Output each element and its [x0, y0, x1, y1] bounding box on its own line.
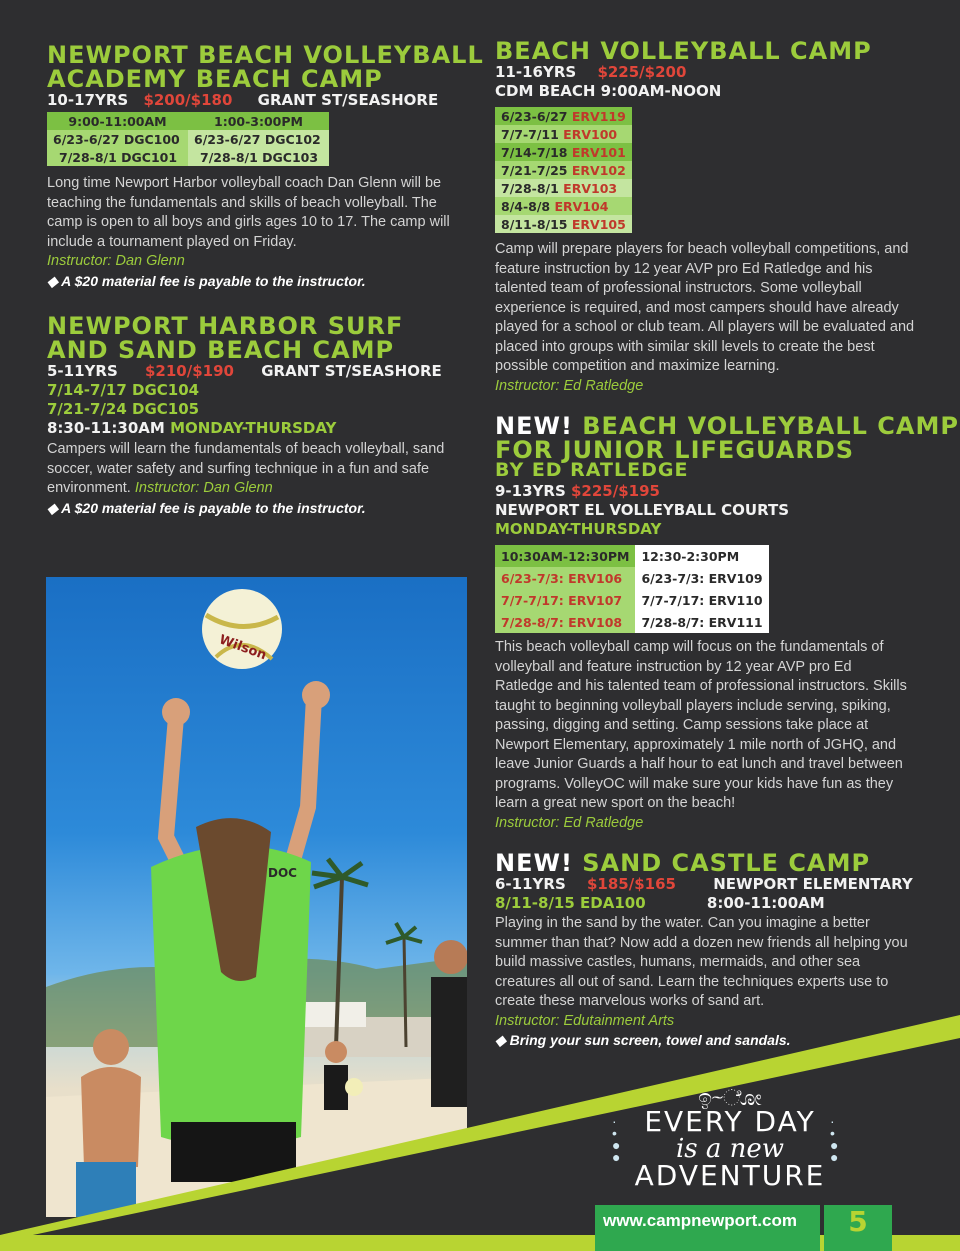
- camp5-new-label: NEW!: [495, 849, 573, 877]
- camp2-session2: 7/21-7/24 DGC105: [47, 400, 200, 418]
- camp3-session-cell: [495, 107, 632, 125]
- camp4-schedule-cell: 7/7-7/17: ERV107: [495, 589, 635, 611]
- camp1-title: [47, 43, 484, 91]
- flourish-icon: ඉ⁓ೋ: [698, 1085, 762, 1110]
- camp2-instructor: Instructor: Dan Glenn: [134, 480, 273, 496]
- camp5-time: 8:00-11:00AM: [706, 894, 825, 912]
- camp5-title-text: SAND CASTLE CAMP: [582, 849, 871, 877]
- camp1-schedule-cell: 7/28-8/1 DGC103: [188, 148, 329, 166]
- camp1-schedule-header: 1:00-3:00PM: [188, 112, 329, 130]
- slogan-line1: EVERY DAY: [644, 1105, 816, 1138]
- camp5-note: Bring your sun screen, towel and sandals.: [509, 1032, 791, 1048]
- camp4-schedule-cell: 6/23-7/3: ERV109: [635, 567, 768, 589]
- camp5-price: $185/$165: [587, 875, 676, 893]
- website-link[interactable]: www.campnewport.com: [603, 1211, 797, 1230]
- camp2-meta: [47, 362, 442, 438]
- camp3-session-dates: 6/23-6/27: [501, 108, 568, 124]
- camp1-location: GRANT ST/SEASHORE: [257, 91, 439, 109]
- camp3-session-cell: [495, 161, 632, 179]
- camp5-instructor: Instructor: Edutainment Arts: [495, 1012, 675, 1029]
- camp3-meta: [495, 63, 721, 101]
- camp2-description-block: [47, 440, 461, 518]
- diamond-bullet-icon: ◆: [47, 272, 58, 289]
- camp4-price: $225/$195: [571, 482, 660, 500]
- camp1-price: $200/$180: [143, 91, 233, 109]
- camp1-instructor: Instructor: Dan Glenn: [47, 253, 185, 269]
- camp3-session-code: ERV101: [571, 144, 626, 160]
- camp3-session-cell: [495, 125, 632, 143]
- camp4-location: NEWPORT EL VOLLEYBALL COURTS: [495, 501, 790, 519]
- camp3-description: Camp will prepare players for beach volleyball competitions, and feature instruction by 12 year AVP pro Ed Ratledge and his talented team of professional instructors. Some volleyball experience is required, and most campers should have already played for a school or club team. All players will be evaluated and placed into groups with similar skill levels to create the best possible competition and maximize learning.: [495, 241, 915, 374]
- camp4-title: [495, 414, 959, 462]
- camp1-description-block: [47, 174, 459, 291]
- camp4-days: MONDAY-THURSDAY: [495, 520, 662, 538]
- camp4-description: This beach volleyball camp will focus on the fundamentals of volleyball and feature instruction by 12 year AVP pro Ed Ratledge and his talented team of professional instructors. Skills taught to beginning volleyball players include serving, spiking, passing, digging and setting. Camp sessions take place at Newport Elementary, approximately 1 mile north of JGHQ, and leave Junior Guards a half hour to eat lunch and travel between programs. VolleyOC will make sure your kids have fun as they learn a great new sport on the beach!: [495, 639, 907, 811]
- camp1-title-line1: NEWPORT BEACH VOLLEYBALL: [47, 41, 484, 69]
- camp5-meta: [495, 875, 913, 913]
- camp1-schedule-cell: 6/23-6/27 DGC102: [188, 130, 329, 148]
- camp1-ages: 10-17YRS: [47, 91, 129, 109]
- camp4-schedule-cell: 7/28-8/7: ERV108: [495, 611, 635, 633]
- camp3-sessions-table: [495, 107, 632, 233]
- camp3-session-cell: [495, 215, 632, 233]
- camp4-byline: BY ED RATLEDGE: [495, 459, 689, 481]
- camp1-schedule-header: 9:00-11:00AM: [47, 112, 188, 130]
- camp5-title: [495, 851, 870, 875]
- camp1-schedule-table: [47, 112, 329, 166]
- camp5-location: NEWPORT ELEMENTARY: [713, 875, 913, 893]
- diamond-bullet-icon: ◆: [47, 499, 58, 516]
- camp2-session1: 7/14-7/17 DGC104: [47, 381, 200, 399]
- camp3-session-code: ERV119: [571, 108, 626, 124]
- camp3-session-code: ERV105: [571, 216, 626, 232]
- camp5-description: Playing in the sand by the water. Can you imagine a better summer than that? Now add a dozen new friends all helping you build massive castles, humans, mermaids, and other sea creatures all out of sand. Learn the techniques experts use to create these marvelous works of sand art.: [495, 915, 908, 1009]
- camp2-note: A $20 material fee is payable to the instructor.: [61, 499, 366, 516]
- camp3-session-cell: [495, 197, 632, 215]
- slogan-line2: is a new: [675, 1134, 785, 1164]
- camp3-price: $225/$200: [597, 63, 687, 81]
- ball-brand-label: Wilson: [217, 632, 269, 664]
- camp2-title-line2: AND SAND BEACH CAMP: [47, 336, 395, 364]
- camp1-title-line2: ACADEMY BEACH CAMP: [47, 65, 383, 93]
- camp3-session-dates: 7/14-7/18: [501, 144, 568, 160]
- camp3-session-code: ERV100: [563, 126, 618, 142]
- camp4-schedule-table: [495, 545, 769, 633]
- diamond-bullet-icon: ◆: [495, 1032, 506, 1048]
- bubbles-right-icon: · • ● ●: [830, 1113, 839, 1165]
- bubbles-left-icon: · • ● ●: [612, 1113, 621, 1165]
- camp3-instructor: Instructor: Ed Ratledge: [495, 377, 644, 394]
- camp2-price: $210/$190: [145, 362, 234, 380]
- camp2-description: Campers will learn the fundamentals of beach volleyball, sand soccer, water safety and surfing technique in a fun and safe environment.: [47, 441, 445, 496]
- camp2-title-line1: NEWPORT HARBOR SURF: [47, 312, 404, 340]
- camp2-location: GRANT ST/SEASHORE: [261, 362, 442, 380]
- camp4-new-label: NEW!: [495, 412, 573, 440]
- camp3-ages: 11-16YRS: [495, 63, 577, 81]
- shirt-text: DOC: [268, 866, 297, 880]
- camp5-ages: 6-11YRS: [495, 875, 566, 893]
- camp1-schedule-cell: 6/23-6/27 DGC100: [47, 130, 188, 148]
- camp2-ages: 5-11YRS: [47, 362, 118, 380]
- camp4-schedule-header: 12:30-2:30PM: [635, 545, 768, 567]
- camp4-schedule-header: 10:30AM-12:30PM: [495, 545, 635, 567]
- camp4-instructor: Instructor: Ed Ratledge: [495, 814, 644, 831]
- camp4-meta: [495, 482, 789, 539]
- camp3-session-code: ERV103: [563, 180, 618, 196]
- camp3-session-dates: 8/4-8/8: [501, 198, 551, 214]
- camp4-schedule-cell: 7/7-7/17: ERV110: [635, 589, 768, 611]
- camp3-session-cell: [495, 179, 632, 197]
- camp3-location: CDM BEACH 9:00AM-NOON: [495, 82, 722, 100]
- camp3-session-code: ERV104: [554, 198, 609, 214]
- camp2-title: [47, 314, 403, 362]
- camp4-description-block: [495, 638, 910, 833]
- camp1-description: Long time Newport Harbor volleyball coach Dan Glenn will be teaching the fundamentals and skills of beach volleyball. The camp is open to all boys and girls ages 10 to 17. The camp will include a tournament played on Friday.: [47, 175, 450, 250]
- camp3-session-cell: [495, 143, 632, 161]
- website-bar: [595, 1205, 820, 1251]
- page-number: 5: [848, 1205, 868, 1238]
- camp4-title-line2: FOR JUNIOR LIFEGUARDS: [495, 436, 855, 464]
- camp3-session-dates: 7/28-8/1: [501, 180, 559, 196]
- slogan-line3: ADVENTURE: [634, 1159, 826, 1192]
- camp1-schedule-cell: 7/28-8/1 DGC101: [47, 148, 188, 166]
- camp3-session-dates: 7/7-7/11: [501, 126, 559, 142]
- volleyball: [202, 589, 282, 669]
- camp3-session-dates: 8/11-8/15: [501, 216, 568, 232]
- camp1-note: A $20 material fee is payable to the instructor.: [61, 272, 366, 289]
- camp4-title-line1: BEACH VOLLEYBALL CAMP: [582, 412, 959, 440]
- camp3-title: BEACH VOLLEYBALL CAMP: [495, 37, 872, 65]
- camp3-description-block: [495, 240, 915, 396]
- camp4-schedule-cell: 7/28-8/7: ERV111: [635, 611, 768, 633]
- camp4-ages: 9-13YRS: [495, 482, 566, 500]
- camp3-session-code: ERV102: [571, 162, 626, 178]
- camp5-session: 8/11-8/15 EDA100: [495, 894, 646, 912]
- camp4-schedule-cell: 6/23-7/3: ERV106: [495, 567, 635, 589]
- camp1-meta: [47, 91, 438, 110]
- camp2-time: 8:30-11:30AM: [47, 419, 165, 437]
- page-number-box: [824, 1205, 892, 1251]
- slogan: [610, 1085, 850, 1198]
- camp2-days: MONDAY-THURSDAY: [170, 419, 337, 437]
- camp3-session-dates: 7/21-7/25: [501, 162, 568, 178]
